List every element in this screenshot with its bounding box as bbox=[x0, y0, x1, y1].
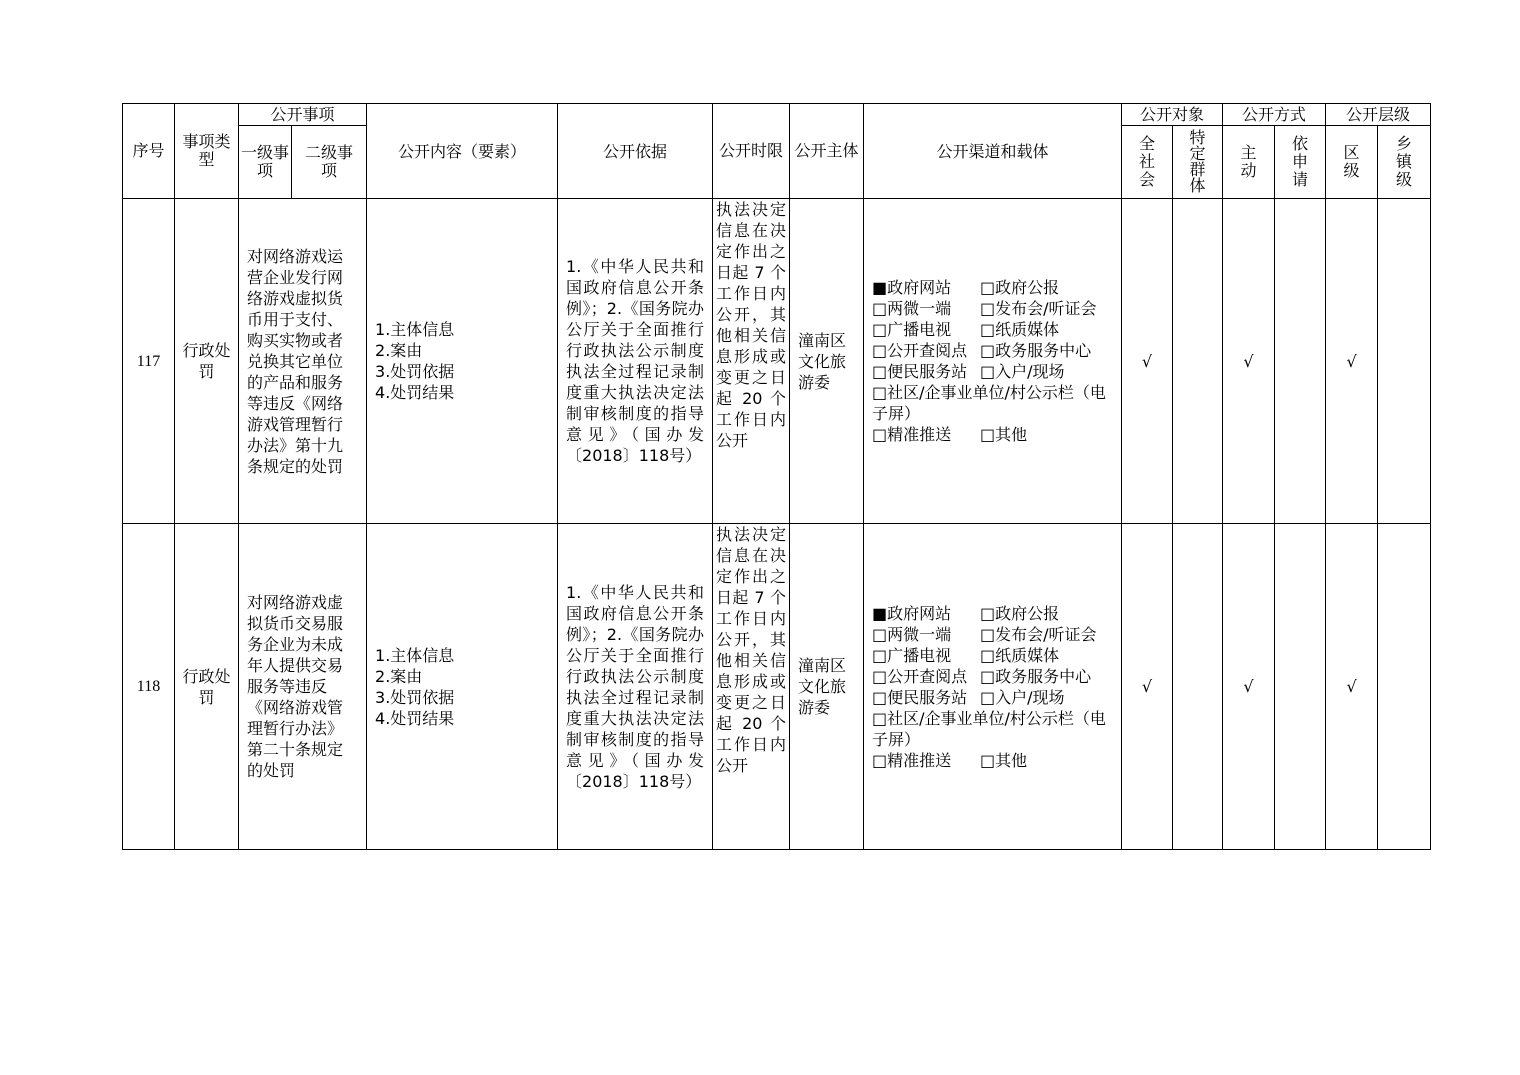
channel-line: □公开查阅点 □政务服务中心 bbox=[872, 341, 1092, 360]
row-time-limit: 执法决定信息在决定作出之日起 7 个工作日内公开，其他相关信息形成或变更之日起 20 个工作日内公开 bbox=[713, 199, 790, 524]
row-item: 对网络游戏虚拟货币交易服务企业为未成年人提供交易服务等违反《网络游戏管理暂行办法》第二十条规定的处罚 bbox=[239, 524, 367, 850]
disclosure-table bbox=[122, 103, 1431, 850]
row-basis: 1.《中华人民共和国政府信息公开条例》；2.《国务院办公厅关于全面推行行政执法公示制度执法全过程记录制度重大执法决定法制审核制度的指导意见》（国办发〔2018〕118号） bbox=[558, 199, 713, 524]
channel-line: □公开查阅点 □政务服务中心 bbox=[872, 666, 1092, 686]
header-target: 公开对象 bbox=[1122, 104, 1223, 126]
content-line: 2.案由 bbox=[375, 341, 423, 360]
header-content: 公开内容（要素） bbox=[367, 104, 558, 199]
method-request-check bbox=[1275, 524, 1326, 850]
channel-line: □精准推送 □其他 bbox=[872, 425, 1028, 444]
row-channels bbox=[864, 524, 1122, 850]
content-line: 4.处罚结果 bbox=[375, 708, 455, 728]
channel-line: □广播电视 □纸质媒体 bbox=[872, 645, 1060, 665]
content-line: 1.主体信息 bbox=[375, 320, 455, 339]
row-content bbox=[367, 199, 558, 524]
header-time-limit: 公开时限 bbox=[713, 104, 790, 199]
header-channel: 公开渠道和载体 bbox=[864, 104, 1122, 199]
header-level: 公开层级 bbox=[1326, 104, 1431, 126]
level-district-check: √ bbox=[1326, 199, 1378, 524]
row-channels bbox=[864, 199, 1122, 524]
channel-line-wrap: □社区/企事业单位/村公示栏（电子屏） bbox=[872, 383, 1106, 423]
method-active-check: √ bbox=[1223, 199, 1275, 524]
table-row bbox=[123, 199, 1431, 524]
method-active-check: √ bbox=[1223, 524, 1275, 850]
header-method: 公开方式 bbox=[1223, 104, 1326, 126]
row-subject: 潼南区文化旅游委 bbox=[790, 199, 864, 524]
target-all-check: √ bbox=[1122, 199, 1173, 524]
channel-line: ■政府网站 □政府公报 bbox=[872, 278, 1060, 297]
channel-line: □便民服务站 □入户/现场 bbox=[872, 362, 1065, 381]
row-seq: 118 bbox=[123, 524, 175, 850]
header-type: 事项类型 bbox=[175, 104, 239, 199]
table-row bbox=[123, 524, 1431, 850]
content-line: 3.处罚依据 bbox=[375, 362, 455, 381]
channel-line: □便民服务站 □入户/现场 bbox=[872, 687, 1065, 707]
header-basis: 公开依据 bbox=[558, 104, 713, 199]
header-level-town: 乡镇级 bbox=[1378, 126, 1431, 199]
row-type: 行政处罚 bbox=[175, 524, 239, 850]
row-content bbox=[367, 524, 558, 850]
method-request-check bbox=[1275, 199, 1326, 524]
target-all-check: √ bbox=[1122, 524, 1173, 850]
target-specific-check bbox=[1173, 524, 1223, 850]
row-subject: 潼南区文化旅游委 bbox=[790, 524, 864, 850]
header-target-all: 全社会 bbox=[1122, 126, 1173, 199]
row-basis: 1.《中华人民共和国政府信息公开条例》；2.《国务院办公厅关于全面推行行政执法公示制度执法全过程记录制度重大执法决定法制审核制度的指导意见》（国办发〔2018〕118号） bbox=[558, 524, 713, 850]
channel-line-wrap: □社区/企事业单位/村公示栏（电子屏） bbox=[872, 708, 1106, 749]
channel-line: ■政府网站 □政府公报 bbox=[872, 603, 1060, 623]
level-town-check bbox=[1378, 524, 1431, 850]
header-seq: 序号 bbox=[123, 104, 175, 199]
header-level2: 二级事项 bbox=[292, 126, 367, 199]
header-public-item: 公开事项 bbox=[239, 104, 367, 126]
header-level-district: 区级 bbox=[1326, 126, 1378, 199]
header-method-request: 依申请 bbox=[1275, 126, 1326, 199]
row-type: 行政处罚 bbox=[175, 199, 239, 524]
channel-line: □两微一端 □发布会/听证会 bbox=[872, 299, 1097, 318]
level-town-check bbox=[1378, 199, 1431, 524]
header-row-1 bbox=[123, 104, 1431, 126]
header-subject: 公开主体 bbox=[790, 104, 864, 199]
row-seq: 117 bbox=[123, 199, 175, 524]
target-specific-check bbox=[1173, 199, 1223, 524]
content-line: 1.主体信息 bbox=[375, 645, 455, 665]
channel-line: □精准推送 □其他 bbox=[872, 750, 1028, 770]
content-line: 3.处罚依据 bbox=[375, 687, 455, 707]
channel-line: □两微一端 □发布会/听证会 bbox=[872, 624, 1097, 644]
channel-line: □广播电视 □纸质媒体 bbox=[872, 320, 1060, 339]
header-level1: 一级事项 bbox=[239, 126, 292, 199]
content-line: 4.处罚结果 bbox=[375, 383, 455, 402]
header-method-active: 主动 bbox=[1223, 126, 1275, 199]
content-line: 2.案由 bbox=[375, 666, 423, 686]
header-target-specific: 特定群体 bbox=[1173, 126, 1223, 199]
level-district-check: √ bbox=[1326, 524, 1378, 850]
row-item: 对网络游戏运营企业发行网络游戏虚拟货币用于支付、购买实物或者兑换其它单位的产品和服务等违反《网络游戏管理暂行办法》第十九条规定的处罚 bbox=[239, 199, 367, 524]
row-time-limit: 执法决定信息在决定作出之日起 7 个工作日内公开，其他相关信息形成或变更之日起 20 个工作日内公开 bbox=[713, 524, 790, 850]
